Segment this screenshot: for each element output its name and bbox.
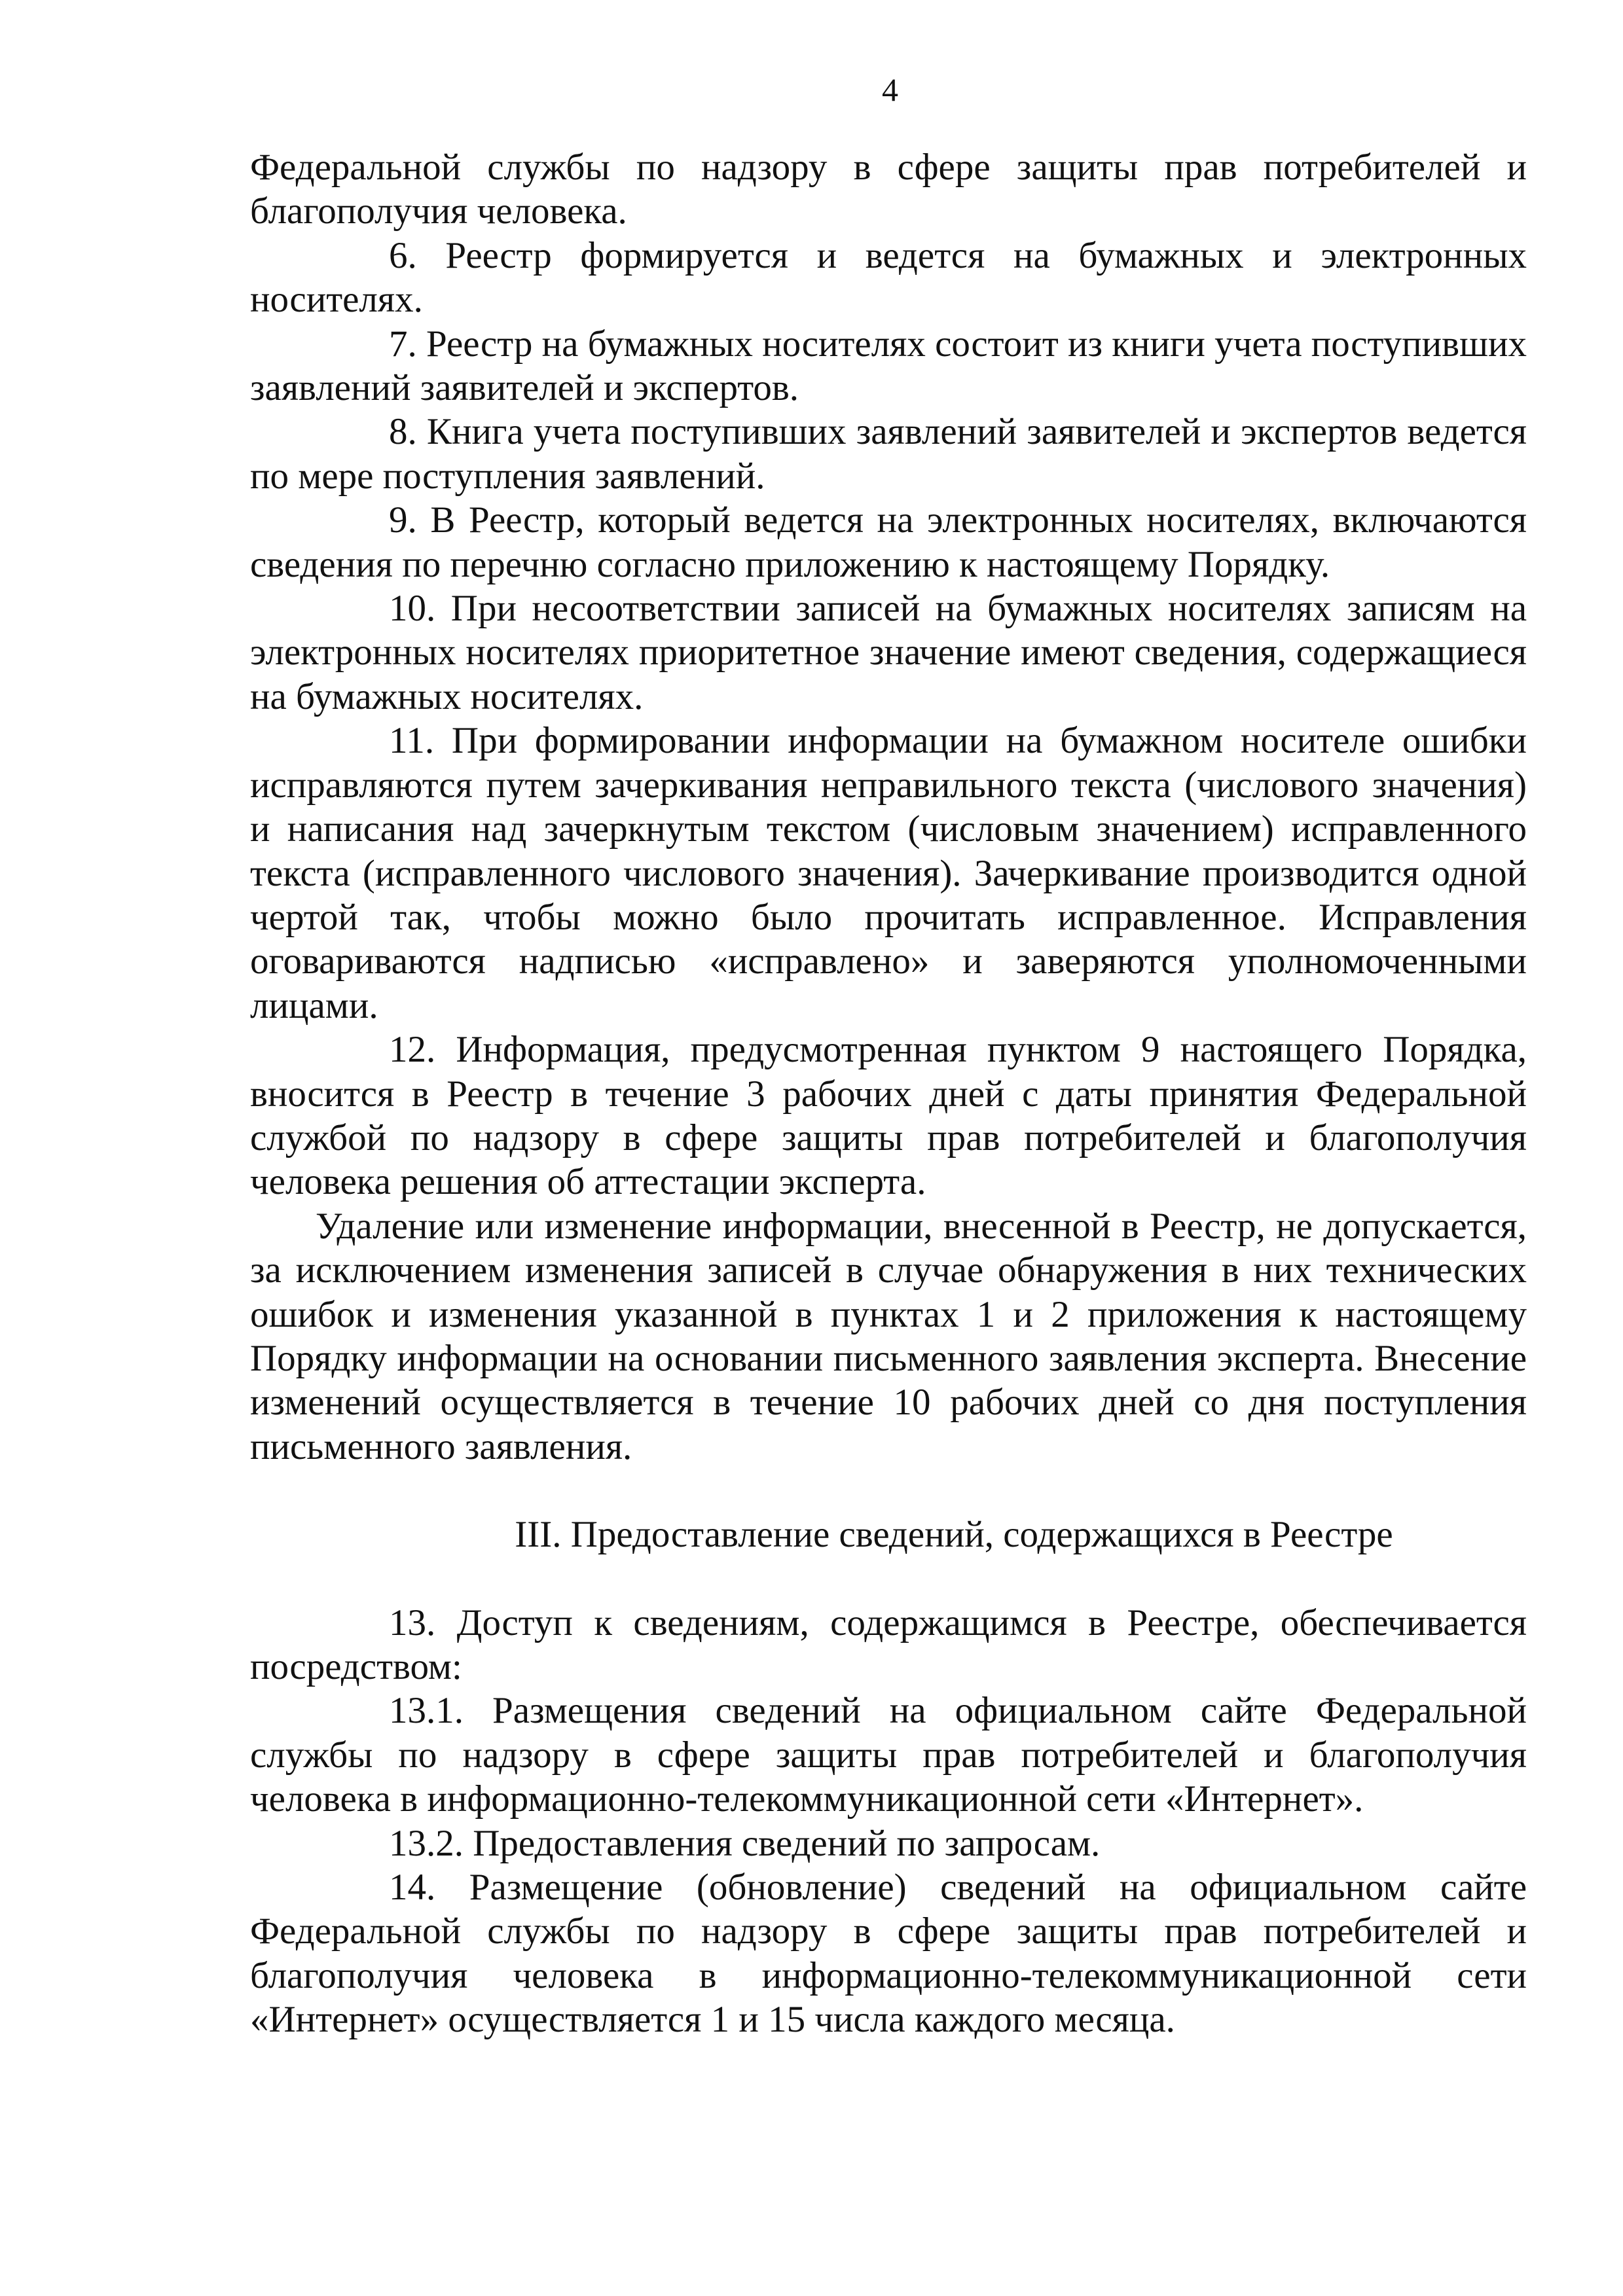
paragraph-13-1: 13.1. Размещения сведений на официальном сайте Федеральной службы по надзору в сфере защиты прав потребителей и благополучия человека в информационно-телекоммуникационной сети «Интернет». <box>250 1690 1527 1820</box>
paragraph-8: 8. Книга учета поступивших заявлений заявителей и экспертов ведется по мере поступления заявлений. <box>250 411 1527 497</box>
document-body <box>250 145 1527 2042</box>
section-heading: III. Предоставление сведений, содержащихся в Реестре <box>515 1514 1393 1556</box>
paragraph-12-continuation: Удаление или изменение информации, внесенной в Реестр, не допускается, за исключением изменения записей в случае обнаружения в них технических ошибок и изменения указанной в пунктах 1 и 2 приложения к настоящему Порядку информации на основании письменного заявления эксперта. Внесение изменений осуществляется в течение 10 рабочих дней со дня поступления письменного заявления. <box>250 1205 1527 1467</box>
paragraph-14: 14. Размещение (обновление) сведений на официальном сайте Федеральной службы по надзору в сфере защиты прав потребителей и благополучия человека в информационно-телекоммуникационной сети «Интернет» осуществляется 1 и 15 числа каждого месяца. <box>250 1867 1527 2041</box>
paragraph-12: 12. Информация, предусмотренная пунктом 9 настоящего Порядка, вносится в Реестр в течение 3 рабочих дней с даты принятия Федеральной службой по надзору в сфере защиты прав потребителей и благополучия человека решения об аттестации эксперта. <box>250 1029 1527 1203</box>
paragraph-11: 11. При формировании информации на бумажном носителе ошибки исправляются путем зачеркивания неправильного текста (числового значения) и написания над зачеркнутым текстом (числовым значением) исправленного текста (исправленного числового значения). Зачеркивание производится одной чертой так, чтобы можно было прочитать исправленное. Исправления оговариваются надписью «исправлено» и заверяются уполномоченными лицами. <box>250 720 1527 1026</box>
paragraph-13-2: 13.2. Предоставления сведений по запросам. <box>389 1822 1101 1864</box>
paragraph-continuation: Федеральной службы по надзору в сфере защиты прав потребителей и благополучия человека. <box>250 147 1527 232</box>
paragraph-6: 6. Реестр формируется и ведется на бумажных и электронных носителях. <box>250 234 1527 321</box>
paragraph-10: 10. При несоответствии записей на бумажных носителях записям на электронных носителях приоритетное значение имеют сведения, содержащиеся на бумажных носителях. <box>250 588 1527 717</box>
paragraph-13: 13. Доступ к сведениям, содержащимся в Реестре, обеспечивается посредством: <box>250 1602 1527 1687</box>
page-number: 4 <box>882 71 898 108</box>
paragraph-7: 7. Реестр на бумажных носителях состоит из книги учета поступивших заявлений заявителей и экспертов. <box>250 323 1527 409</box>
paragraph-9: 9. В Реестр, который ведется на электронных носителях, включаются сведения по перечню согласно приложению к настоящему Порядку. <box>250 499 1527 585</box>
